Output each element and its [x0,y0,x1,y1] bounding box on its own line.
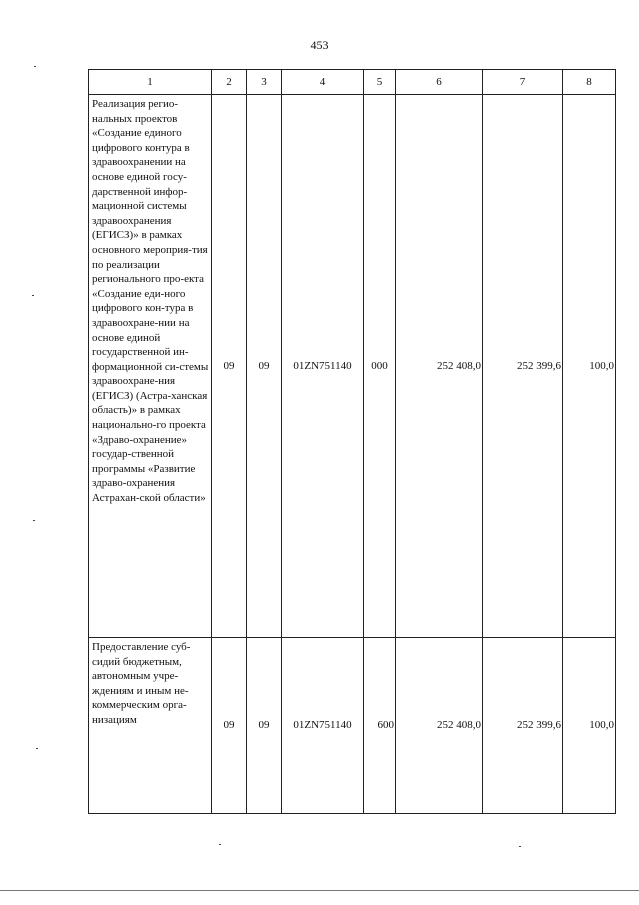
row-subsection: 09 [247,95,282,638]
row-approved-amount: 252 408,0 [396,638,483,814]
row-executed-amount: 252 399,6 [483,95,563,638]
scan-speck [34,66,36,67]
header-cell-5: 5 [364,70,396,95]
row-expense-type: 600 [364,638,396,814]
row-approved-amount: 252 408,0 [396,95,483,638]
header-cell-1: 1 [89,70,212,95]
row-section: 09 [212,638,247,814]
budget-table [88,69,616,814]
header-cell-6: 6 [396,70,483,95]
scan-speck [32,295,34,296]
row-target-article: 01ZN751140 [282,638,364,814]
header-cell-3: 3 [247,70,282,95]
table-row [89,638,616,814]
row-description: Предоставление суб-сидий бюджетным, автономным учре-ждениям и иным не-коммерческим орга-низациям [89,638,212,814]
page-number: 453 [310,38,329,52]
row-target-article: 01ZN751140 [282,95,364,638]
row-description: Реализация регио-нальных проектов «Создание единого цифрового контура в здравоохранении на основе единой госу-дарственной инфор-мационной системы здравоохранения (ЕГИСЗ)» в рамках основного мероприя-тия по реализации регионального про-екта «Создание еди-ного цифрового кон-тура в здравоохране-нии на основе единой государственной ин-формационной си-стемы здравоохране-ния (ЕГИСЗ) (Астра-ханская область)» в рамках национально-го проекта «Здраво-охранение» государ-ственной программы «Развитие здраво-охранения Астрахан-ской области» [89,95,212,638]
row-expense-type: 000 [364,95,396,638]
table-row [89,95,616,638]
header-cell-4: 4 [282,70,364,95]
row-execution-percent: 100,0 [563,638,616,814]
header-cell-7: 7 [483,70,563,95]
row-execution-percent: 100,0 [563,95,616,638]
row-executed-amount: 252 399,6 [483,638,563,814]
page-bottom-edge [0,890,639,891]
header-cell-8: 8 [563,70,616,95]
header-cell-2: 2 [212,70,247,95]
row-section: 09 [212,95,247,638]
header-row [89,70,616,95]
scan-speck [519,846,521,847]
row-subsection: 09 [247,638,282,814]
scan-speck [219,844,221,845]
scan-speck [33,520,35,521]
scan-speck [36,748,38,749]
